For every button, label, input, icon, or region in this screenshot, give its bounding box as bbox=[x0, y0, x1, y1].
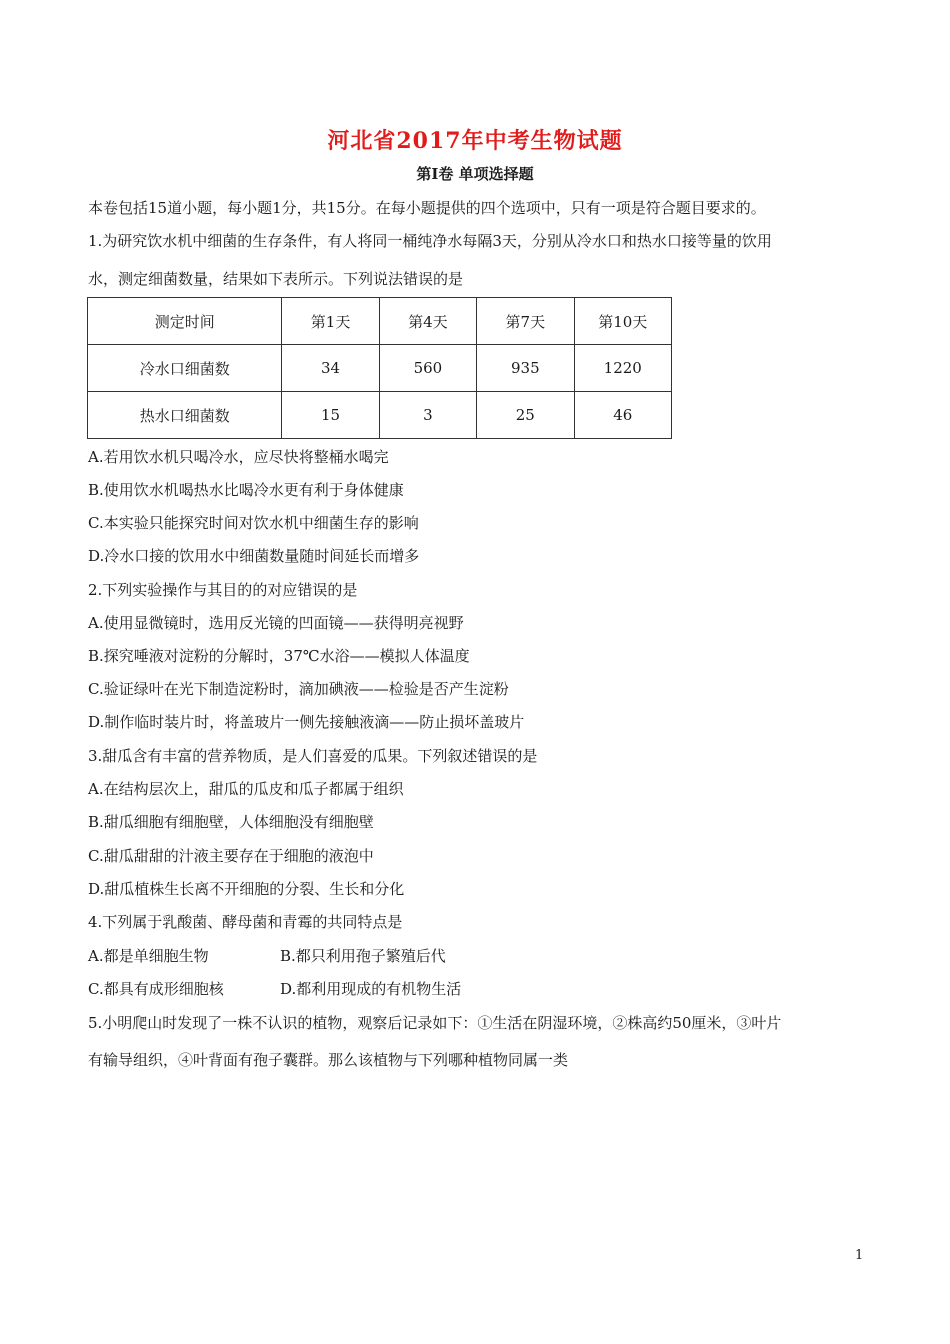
page-number: 1 bbox=[855, 1248, 864, 1263]
q1-option-c: C.本实验只能探究时间对饮水机中细菌生存的影响 bbox=[88, 514, 419, 532]
q2-stem: 2.下列实验操作与其目的的对应错误的是 bbox=[88, 581, 358, 599]
q1-option-d: D.冷水口接的饮用水中细菌数量随时间延长而增多 bbox=[88, 547, 420, 565]
q4-option-a: A.都是单细胞生物 bbox=[88, 947, 209, 965]
q4-stem: 4.下列属于乳酸菌、酵母菌和青霉的共同特点是 bbox=[88, 913, 403, 931]
table-cell: 3 bbox=[379, 392, 476, 439]
table-cell: 1220 bbox=[574, 345, 672, 392]
table-header-row bbox=[88, 298, 672, 345]
q1-stem-line1: 1.为研究饮水机中细菌的生存条件，有人将同一桶纯净水每隔3天，分别从冷水口和热水口接等量的饮用 bbox=[88, 232, 772, 250]
table-cell: 热水口细菌数 bbox=[88, 392, 282, 439]
q4-option-d: D.都利用现成的有机物生活 bbox=[280, 980, 462, 998]
table-row bbox=[88, 345, 672, 392]
q1-option-a: A.若用饮水机只喝冷水，应尽快将整桶水喝完 bbox=[88, 448, 389, 466]
q3-option-b: B.甜瓜细胞有细胞壁，人体细胞没有细胞壁 bbox=[88, 813, 374, 831]
q1-stem-line2: 水，测定细菌数量，结果如下表所示。下列说法错误的是 bbox=[88, 270, 464, 288]
table-cell: 34 bbox=[282, 345, 379, 392]
table-cell: 46 bbox=[574, 392, 672, 439]
table-header-cell: 第7天 bbox=[477, 298, 574, 345]
q4-option-b: B.都只利用孢子繁殖后代 bbox=[280, 947, 446, 965]
q2-option-a: A.使用显微镜时，选用反光镜的凹面镜——获得明亮视野 bbox=[88, 614, 464, 632]
q2-option-c: C.验证绿叶在光下制造淀粉时，滴加碘液——检验是否产生淀粉 bbox=[88, 680, 509, 698]
q3-option-d: D.甜瓜植株生长离不开细胞的分裂、生长和分化 bbox=[88, 880, 405, 898]
table-cell: 冷水口细菌数 bbox=[88, 345, 282, 392]
bacteria-count-table bbox=[87, 297, 672, 439]
q2-option-b: B.探究唾液对淀粉的分解时，37℃水浴——模拟人体温度 bbox=[88, 647, 470, 665]
table-cell: 15 bbox=[282, 392, 379, 439]
table-header-cell: 第10天 bbox=[574, 298, 672, 345]
q5-stem-line2: 有输导组织，④叶背面有孢子囊群。那么该植物与下列哪种植物同属一类 bbox=[88, 1051, 569, 1069]
q3-stem: 3.甜瓜含有丰富的营养物质，是人们喜爱的瓜果。下列叙述错误的是 bbox=[88, 747, 538, 765]
table-cell: 25 bbox=[477, 392, 574, 439]
table-header-cell: 第1天 bbox=[282, 298, 379, 345]
q5-stem-line1: 5.小明爬山时发现了一株不认识的植物，观察后记录如下：①生活在阴湿环境，②株高约50厘米，③叶片 bbox=[88, 1014, 782, 1032]
table-cell: 560 bbox=[379, 345, 476, 392]
q3-option-c: C.甜瓜甜甜的汁液主要存在于细胞的液泡中 bbox=[88, 847, 374, 865]
section-heading: 第Ⅰ卷 单项选择题 bbox=[416, 165, 534, 183]
table-cell: 935 bbox=[477, 345, 574, 392]
q2-option-d: D.制作临时装片时，将盖玻片一侧先接触液滴——防止损坏盖玻片 bbox=[88, 713, 525, 731]
table-header-cell: 测定时间 bbox=[88, 298, 282, 345]
table-header-cell: 第4天 bbox=[379, 298, 476, 345]
q4-option-c: C.都具有成形细胞核 bbox=[88, 980, 224, 998]
instructions: 本卷包括15道小题，每小题1分，共15分。在每小题提供的四个选项中，只有一项是符合题目要求的。 bbox=[88, 199, 766, 217]
exam-title: 河北省2017年中考生物试题 bbox=[327, 128, 623, 154]
q3-option-a: A.在结构层次上，甜瓜的瓜皮和瓜子都属于组织 bbox=[88, 780, 404, 798]
table-row bbox=[88, 392, 672, 439]
q1-option-b: B.使用饮水机喝热水比喝冷水更有利于身体健康 bbox=[88, 481, 404, 499]
